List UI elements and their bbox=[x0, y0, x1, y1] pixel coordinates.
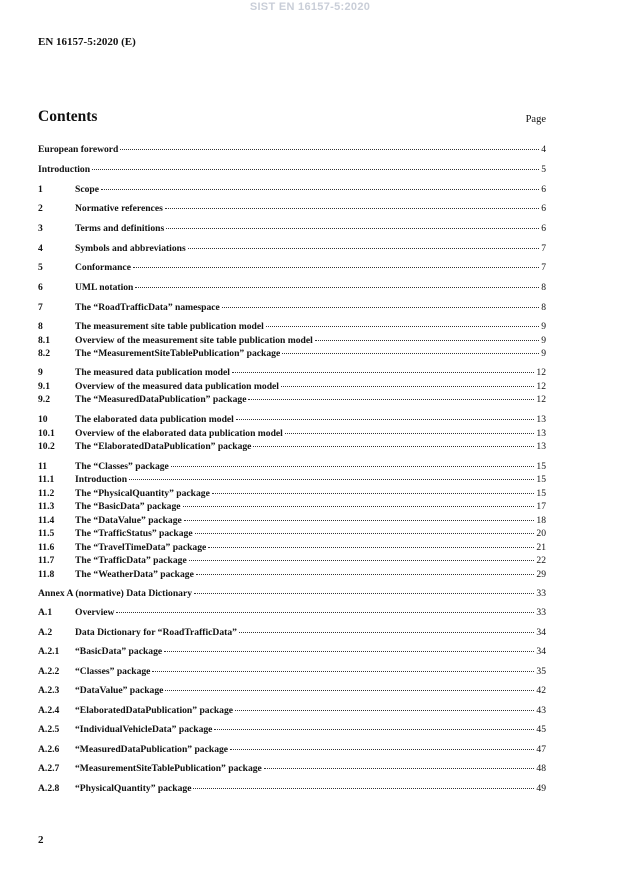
toc-dot-leader bbox=[236, 419, 535, 420]
toc-entry-number: A.2.2 bbox=[38, 665, 60, 677]
toc-entry-title: Overview of the measured data publication model bbox=[75, 380, 279, 392]
page-number: 2 bbox=[38, 834, 44, 846]
toc-entry-title: The “DataValue” package bbox=[75, 514, 182, 526]
toc-entry-title: Overview of the measurement site table publication model bbox=[75, 334, 313, 346]
toc-entry-title: The “PhysicalQuantity” package bbox=[75, 487, 210, 499]
toc-entry-title: The “RoadTrafficData” namespace bbox=[75, 301, 220, 313]
toc-entry-page: 15 bbox=[536, 460, 546, 472]
toc-dot-leader bbox=[285, 433, 535, 434]
toc-entry[interactable] bbox=[38, 321, 546, 334]
toc-entry-title: Overview bbox=[75, 607, 115, 618]
toc-entry[interactable] bbox=[38, 367, 546, 380]
toc-entry-number: A.2.4 bbox=[38, 704, 60, 716]
toc-entry-number: 2 bbox=[38, 203, 43, 214]
toc-entry[interactable] bbox=[38, 528, 546, 541]
toc-entry-title: The measured data publication model bbox=[75, 367, 230, 378]
toc-entry[interactable] bbox=[38, 501, 546, 514]
toc-entry-page: 34 bbox=[536, 626, 546, 638]
toc-entry[interactable] bbox=[38, 627, 546, 640]
toc-dot-leader bbox=[171, 466, 535, 467]
toc-entry-number: A.2.1 bbox=[38, 646, 60, 657]
toc-entry[interactable] bbox=[38, 588, 546, 601]
toc-entry[interactable] bbox=[38, 394, 546, 407]
toc-dot-leader bbox=[212, 493, 535, 494]
toc-entry-page: 4 bbox=[541, 144, 546, 155]
toc-entry-page: 35 bbox=[536, 665, 546, 677]
page-column-label: Page bbox=[525, 114, 546, 125]
toc-dot-leader bbox=[193, 788, 534, 789]
toc-dot-leader bbox=[152, 671, 534, 672]
toc-entry-title: European foreword bbox=[38, 144, 119, 155]
toc-entry-page: 43 bbox=[536, 704, 546, 716]
toc-dot-leader bbox=[195, 533, 535, 534]
toc-entry-page: 22 bbox=[536, 555, 546, 566]
toc-entry-title: The elaborated data publication model bbox=[75, 414, 234, 425]
toc-entry[interactable] bbox=[38, 488, 546, 501]
toc-entry-page: 33 bbox=[536, 607, 546, 618]
toc-entry-page: 12 bbox=[536, 394, 546, 405]
toc-entry-number: A.2.7 bbox=[38, 763, 60, 774]
toc-entry-number: 10.1 bbox=[38, 427, 55, 439]
toc-dot-leader bbox=[183, 506, 535, 507]
toc-entry[interactable] bbox=[38, 515, 546, 528]
toc-entry[interactable] bbox=[38, 542, 546, 555]
toc-dot-leader bbox=[189, 560, 535, 561]
toc-dot-leader bbox=[282, 353, 539, 354]
toc-entry-number: 3 bbox=[38, 223, 43, 234]
toc-entry-title: UML notation bbox=[75, 282, 134, 293]
toc-entry-page: 12 bbox=[536, 367, 546, 378]
toc-entry[interactable] bbox=[38, 441, 546, 454]
toc-entry-page: 13 bbox=[536, 441, 546, 452]
toc-dot-leader bbox=[165, 208, 539, 209]
toc-entry-number: 8.2 bbox=[38, 348, 50, 359]
toc-entry-page: 6 bbox=[541, 223, 546, 234]
toc-entry[interactable] bbox=[38, 223, 546, 236]
toc-entry-number: 11.8 bbox=[38, 568, 55, 580]
toc-entry[interactable] bbox=[38, 428, 546, 441]
toc-entry-title: “Classes” package bbox=[75, 665, 151, 677]
toc-dot-leader bbox=[222, 307, 539, 308]
toc-entry-page: 13 bbox=[536, 427, 546, 439]
toc-entry-number: A.2 bbox=[38, 626, 53, 638]
toc-dot-leader bbox=[315, 340, 539, 341]
toc-entry-title: Introduction bbox=[38, 163, 91, 175]
toc-entry-page: 12 bbox=[536, 380, 546, 392]
toc-entry[interactable] bbox=[38, 724, 546, 737]
toc-entry[interactable] bbox=[38, 555, 546, 568]
toc-dot-leader bbox=[232, 372, 534, 373]
toc-entry-number: 5 bbox=[38, 262, 43, 273]
toc-entry-title: Scope bbox=[75, 183, 99, 195]
toc-entry[interactable] bbox=[38, 243, 546, 256]
toc-dot-leader bbox=[230, 749, 534, 750]
toc-dot-leader bbox=[235, 710, 534, 711]
toc-entry[interactable] bbox=[38, 414, 546, 427]
toc-entry-title: “BasicData” package bbox=[75, 646, 163, 657]
toc-entry-number: 11.6 bbox=[38, 541, 55, 553]
toc-dot-leader bbox=[266, 326, 539, 327]
toc-entry-title: Introduction bbox=[75, 474, 128, 485]
toc-entry-title: “ElaboratedDataPublication” package bbox=[75, 704, 234, 716]
toc-entry-page: 15 bbox=[536, 474, 546, 485]
watermark: SIST EN 16157-5:2020 bbox=[249, 1, 371, 13]
toc-entry-number: 11.1 bbox=[38, 474, 55, 485]
toc-entry-title: The “BasicData” package bbox=[75, 501, 181, 512]
toc-entry-page: 21 bbox=[536, 541, 546, 553]
toc-entry-page: 48 bbox=[536, 763, 546, 774]
toc-dot-leader bbox=[253, 446, 534, 447]
toc-entry-title: The measurement site table publication model bbox=[75, 321, 264, 332]
toc-entry[interactable] bbox=[38, 302, 546, 315]
toc-entry-page: 7 bbox=[541, 242, 546, 254]
toc-entry[interactable] bbox=[38, 666, 546, 679]
toc-entry-page: 13 bbox=[536, 414, 546, 425]
toc-entry-page: 33 bbox=[536, 587, 546, 599]
toc-entry-page: 9 bbox=[541, 334, 546, 346]
toc-dot-leader bbox=[116, 612, 534, 613]
toc-entry-page: 20 bbox=[536, 528, 546, 539]
toc-entry-page: 6 bbox=[541, 203, 546, 214]
toc-entry-page: 45 bbox=[536, 724, 546, 735]
toc-dot-leader bbox=[164, 651, 534, 652]
toc-entry[interactable] bbox=[38, 685, 546, 698]
toc-entry-page: 42 bbox=[536, 685, 546, 696]
toc-entry-title: “IndividualVehicleData” package bbox=[75, 724, 213, 735]
toc-entry-number: 10.2 bbox=[38, 441, 55, 452]
toc-entry-number: 4 bbox=[38, 242, 43, 254]
toc-dot-leader bbox=[133, 267, 539, 268]
toc-entry-number: A.1 bbox=[38, 607, 53, 618]
toc-entry-number: 9.2 bbox=[38, 394, 50, 405]
toc-entry-page: 47 bbox=[536, 743, 546, 755]
toc-entry-number: 11.3 bbox=[38, 501, 55, 512]
toc-dot-leader bbox=[92, 169, 539, 170]
toc-entry-title: “MeasuredDataPublication” package bbox=[75, 743, 229, 755]
toc-entry[interactable] bbox=[38, 569, 546, 582]
toc-entry-number: 11.2 bbox=[38, 487, 55, 499]
toc-entry-number: 1 bbox=[38, 183, 43, 195]
toc-entry-page: 29 bbox=[536, 568, 546, 580]
toc-entry-number: 8.1 bbox=[38, 334, 50, 346]
toc-dot-leader bbox=[120, 149, 539, 150]
toc-entry-title: Normative references bbox=[75, 203, 163, 214]
toc-dot-leader bbox=[196, 574, 535, 575]
toc-entry-number: A.2.8 bbox=[38, 782, 60, 794]
toc-entry-number: 11.7 bbox=[38, 555, 55, 566]
toc-entry-number: 7 bbox=[38, 301, 43, 313]
toc-entry[interactable] bbox=[38, 461, 546, 474]
toc-entry[interactable] bbox=[38, 203, 546, 216]
toc-entry-title: The “WeatherData” package bbox=[75, 568, 194, 580]
toc-entry-title: “PhysicalQuantity” package bbox=[75, 782, 192, 794]
toc-entry-title: Annex A (normative) Data Dictionary bbox=[38, 587, 193, 599]
toc-entry-number: 9 bbox=[38, 367, 43, 378]
toc-dot-leader bbox=[101, 189, 539, 190]
toc-entry-number: 11.5 bbox=[38, 528, 55, 539]
toc-dot-leader bbox=[239, 632, 534, 633]
toc-entry[interactable] bbox=[38, 763, 546, 776]
toc-entry-title: “DataValue” package bbox=[75, 685, 164, 696]
toc-entry[interactable] bbox=[38, 184, 546, 197]
toc-entry-number: 8 bbox=[38, 321, 43, 332]
toc-entry-page: 7 bbox=[541, 262, 546, 273]
toc-entry-title: The “TrafficStatus” package bbox=[75, 528, 193, 539]
toc-dot-leader bbox=[214, 729, 534, 730]
toc-entry-title: The “MeasurementSiteTablePublication” package bbox=[75, 348, 281, 359]
toc-entry-page: 9 bbox=[541, 321, 546, 332]
toc-entry-number: A.2.6 bbox=[38, 743, 60, 755]
toc-entry-title: The “Classes” package bbox=[75, 460, 169, 472]
toc-entry-page: 6 bbox=[541, 183, 546, 195]
toc-entry[interactable] bbox=[38, 474, 546, 487]
toc-entry[interactable] bbox=[38, 705, 546, 718]
toc-entry-number: 11.4 bbox=[38, 514, 55, 526]
toc-dot-leader bbox=[264, 768, 535, 769]
contents-title: Contents bbox=[38, 108, 98, 125]
toc-entry[interactable] bbox=[38, 607, 546, 620]
toc-entry[interactable] bbox=[38, 262, 546, 275]
toc-entry-title: The “TravelTimeData” package bbox=[75, 541, 207, 553]
toc-entry-number: 10 bbox=[38, 414, 48, 425]
toc-dot-leader bbox=[166, 228, 539, 229]
document-id: EN 16157-5:2020 (E) bbox=[38, 36, 136, 48]
toc-entry-number: 9.1 bbox=[38, 380, 50, 392]
toc-entry-title: The “TrafficData” package bbox=[75, 555, 187, 566]
toc-entry-title: “MeasurementSiteTablePublication” package bbox=[75, 763, 262, 774]
toc-entry-title: Conformance bbox=[75, 262, 131, 273]
toc-entry[interactable] bbox=[38, 282, 546, 295]
toc-entry[interactable] bbox=[38, 783, 546, 796]
toc-entry[interactable] bbox=[38, 744, 546, 757]
toc-entry-page: 17 bbox=[536, 501, 546, 512]
toc-dot-leader bbox=[194, 593, 534, 594]
toc-entry-number: 11 bbox=[38, 460, 48, 472]
toc-dot-leader bbox=[188, 248, 539, 249]
toc-entry[interactable] bbox=[38, 144, 546, 157]
toc-entry-title: Overview of the elaborated data publication model bbox=[75, 427, 283, 439]
toc-entry-number: A.2.3 bbox=[38, 685, 60, 696]
toc-dot-leader bbox=[248, 399, 534, 400]
toc-entry-title: Terms and definitions bbox=[75, 223, 165, 234]
toc-dot-leader bbox=[281, 386, 534, 387]
toc-entry-title: The “ElaboratedDataPublication” package bbox=[75, 441, 252, 452]
toc-dot-leader bbox=[165, 690, 534, 691]
toc-entry[interactable] bbox=[38, 348, 546, 361]
toc-entry[interactable] bbox=[38, 164, 546, 177]
toc-entry-page: 8 bbox=[541, 282, 546, 293]
toc-entry-page: 9 bbox=[541, 348, 546, 359]
toc-entry-page: 15 bbox=[536, 487, 546, 499]
toc-entry-title: The “MeasuredDataPublication” package bbox=[75, 394, 247, 405]
toc-entry-number: 6 bbox=[38, 282, 43, 293]
toc-entry-page: 18 bbox=[536, 514, 546, 526]
toc-entry-title: Data Dictionary for “RoadTrafficData” bbox=[75, 626, 237, 638]
toc-dot-leader bbox=[129, 479, 534, 480]
toc-dot-leader bbox=[135, 287, 539, 288]
toc-dot-leader bbox=[208, 547, 534, 548]
toc-entry-title: Symbols and abbreviations bbox=[75, 242, 186, 254]
toc-entry-page: 34 bbox=[536, 646, 546, 657]
toc-entry[interactable] bbox=[38, 381, 546, 394]
toc-entry[interactable] bbox=[38, 646, 546, 659]
toc-entry[interactable] bbox=[38, 335, 546, 348]
toc-dot-leader bbox=[184, 520, 535, 521]
toc-entry-number: A.2.5 bbox=[38, 724, 60, 735]
toc-entry-page: 49 bbox=[536, 782, 546, 794]
toc-entry-page: 5 bbox=[541, 163, 546, 175]
toc-entry-page: 8 bbox=[541, 301, 546, 313]
